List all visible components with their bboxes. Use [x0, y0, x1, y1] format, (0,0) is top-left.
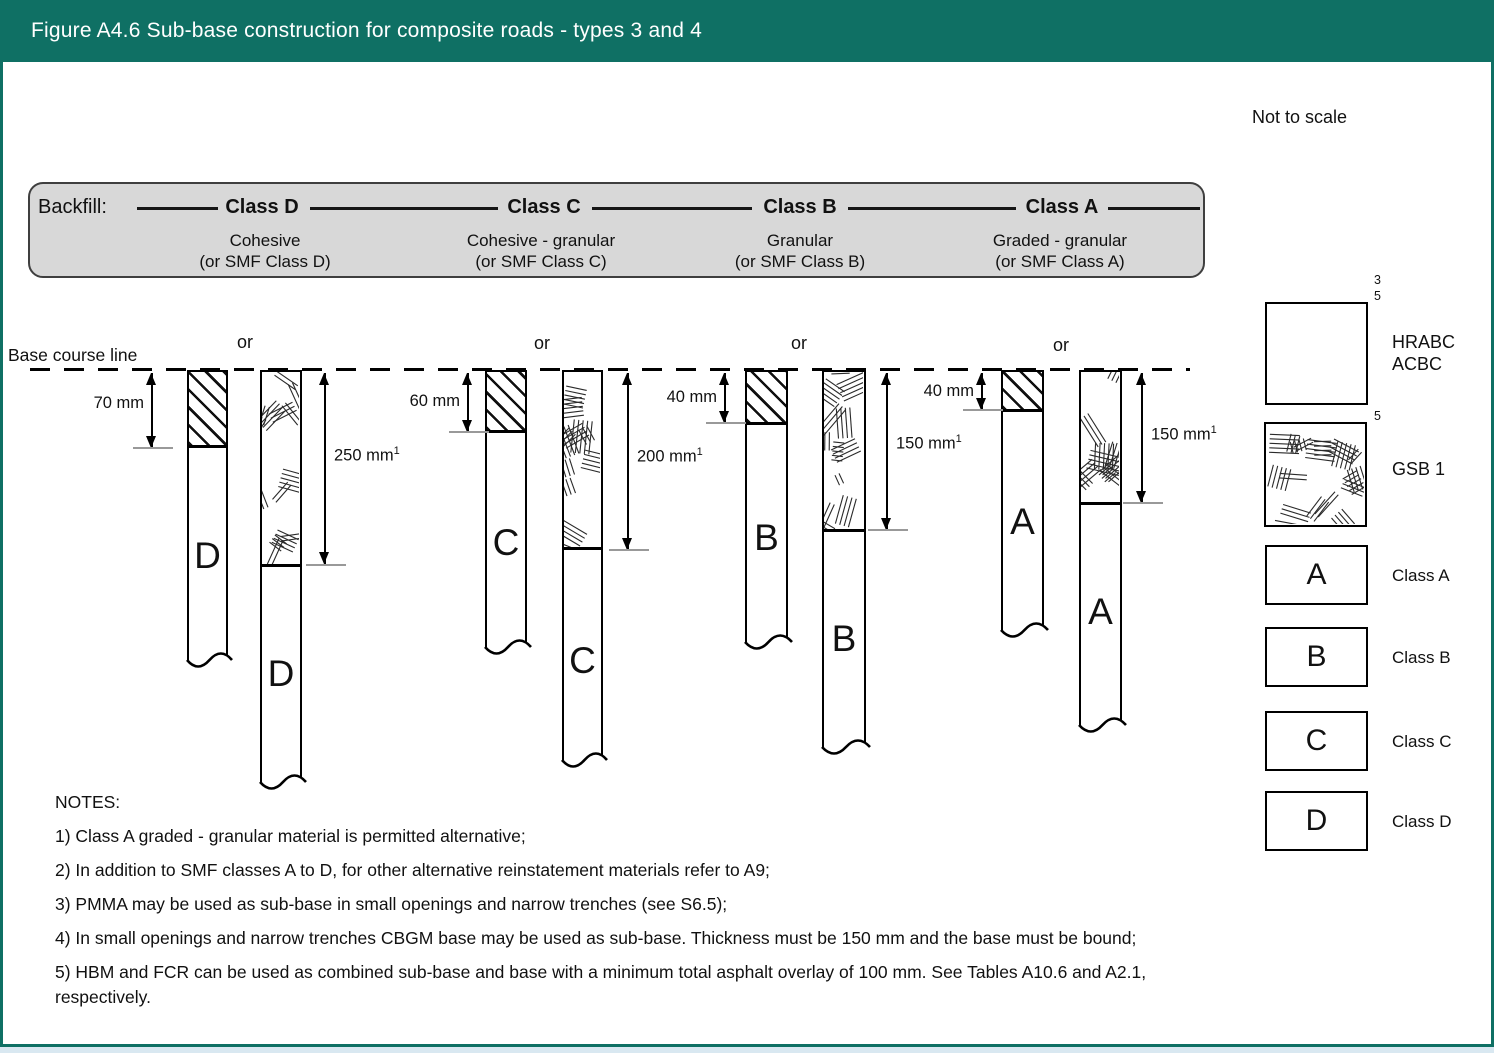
dimension-label: 40 mm [666, 388, 717, 406]
gsb-layer [824, 372, 864, 532]
or-label: or [790, 333, 808, 353]
dimension-arrow [324, 373, 326, 564]
or-label: or [236, 332, 254, 352]
or-label: or [1052, 335, 1070, 355]
trench-class-c-gsb-option [562, 370, 603, 760]
backfill-class-b: Class B [763, 196, 837, 218]
figure-title: Figure A4.6 Sub-base construction for composite roads - types 3 and 4 [31, 19, 702, 42]
legend-class-b-box: B [1265, 627, 1368, 687]
rule-line [848, 207, 1016, 210]
asphalt-layer [189, 372, 226, 448]
notes-heading: NOTES: [55, 792, 121, 812]
rule-line [592, 207, 752, 210]
trench-class-c-asphalt-option [485, 370, 527, 647]
dimension-tick [868, 529, 908, 531]
note-item: 4) In small openings and narrow trenches CBGM base may be used as sub-base. Thickness must be 150 mm and the base must be bound; [55, 928, 1137, 948]
not-to-scale-label: Not to scale [1252, 107, 1348, 127]
legend-hrabc-label: HRABC ACBC [1392, 332, 1456, 374]
dimension-label: 70 mm [93, 394, 144, 412]
asphalt-layer [487, 372, 525, 433]
note-item: 5) HBM and FCR can be used as combined sub-base and base with a minimum total asphalt overlay of 100 mm. See Tables A10.6 and A2.1, respectively. [55, 962, 1147, 1007]
page-edge-strip [0, 1047, 1494, 1053]
trench-class-a-gsb-option [1079, 370, 1122, 725]
backfill-letter: A [1088, 591, 1113, 632]
trench-class-a-asphalt-option [1001, 370, 1044, 630]
gsb-layer [262, 372, 300, 567]
dimension-tick [449, 431, 489, 433]
dimension-arrow [724, 373, 726, 423]
dimension-tick [133, 447, 173, 449]
trench-class-b-gsb-option [822, 370, 866, 747]
note-item: 3) PMMA may be used as sub-base in small openings and narrow trenches (see S6.5); [55, 894, 728, 914]
note-item: 2) In addition to SMF classes A to D, for other alternative reinstatement materials refer to A9; [55, 860, 770, 880]
legend-class-d-box: D [1265, 791, 1368, 851]
dimension-tick [1123, 502, 1163, 504]
legend-class-b-label: Class B [1392, 648, 1451, 667]
dimension-tick [706, 422, 746, 424]
dimension-label: 150 $mm^1$ [1151, 424, 1217, 444]
backfill-desc-c: Cohesive - granular (or SMF Class C) [466, 231, 616, 271]
backfill-class-c: Class C [507, 196, 581, 218]
legend-class-c-label: Class C [1392, 732, 1452, 751]
notes-block [55, 790, 1240, 1019]
backfill-class-d: Class D [225, 196, 299, 218]
note-ref: 5 [1374, 289, 1381, 303]
legend-hrabc-swatch [1265, 302, 1368, 405]
gsb-layer [564, 372, 601, 550]
backfill-class-a: Class A [1025, 196, 1099, 218]
legend-class-a-box: A [1265, 545, 1368, 605]
asphalt-layer [1003, 372, 1042, 412]
backfill-letter: A [1010, 501, 1035, 542]
legend-class-c-box: C [1265, 711, 1368, 771]
dimension-label: 250 $mm^1$ [334, 445, 400, 465]
legend-gsb-label: GSB 1 [1392, 459, 1446, 479]
dimension-label: 200 $mm^1$ [637, 446, 703, 466]
trench-class-b-asphalt-option [745, 370, 788, 642]
dimension-label: 40 mm [923, 382, 974, 400]
backfill-letter: D [267, 653, 295, 694]
dimension-tick [306, 564, 346, 566]
note-ref: 3 [1374, 273, 1381, 287]
dimension-arrow [467, 373, 469, 432]
dimension-label: 60 mm [409, 392, 460, 410]
dimension-label: 150 $mm^1$ [896, 433, 962, 453]
dimension-arrow [151, 373, 153, 448]
backfill-letter: C [492, 522, 520, 563]
legend-gsb-swatch [1264, 422, 1367, 527]
or-label: or [533, 333, 551, 353]
trench-class-d-gsb-option [260, 370, 302, 782]
rule-line [137, 207, 218, 210]
dimension-arrow [886, 373, 888, 530]
backfill-letter: C [569, 640, 596, 681]
dimension-arrow [1141, 373, 1143, 503]
base-course-line-label: Base course line [8, 345, 138, 365]
backfill-desc-d: Cohesive (or SMF Class D) [199, 231, 331, 271]
legend-class-d-label: Class D [1392, 812, 1452, 831]
note-ref: 5 [1374, 409, 1381, 423]
rule-line [310, 207, 498, 210]
rule-line [1108, 207, 1200, 210]
gsb-layer [1081, 372, 1120, 505]
legend-class-a-label: Class A [1392, 566, 1450, 585]
asphalt-layer [747, 372, 786, 425]
backfill-label: Backfill: [38, 196, 107, 218]
note-item: 1) Class A graded - granular material is permitted alternative; [55, 826, 526, 846]
break-line [484, 637, 532, 663]
figure-title-bar [3, 3, 1491, 62]
dimension-arrow [627, 373, 629, 550]
backfill-letter: B [831, 618, 857, 659]
break-line [186, 650, 233, 676]
backfill-letter: D [194, 535, 221, 576]
backfill-letter: B [754, 517, 779, 558]
break-line [561, 750, 608, 776]
backfill-desc-a: Graded - granular (or SMF Class A) [992, 231, 1128, 271]
dimension-arrow [981, 373, 983, 410]
backfill-desc-b: Granular (or SMF Class B) [734, 231, 866, 271]
dimension-tick [963, 409, 1003, 411]
break-line [1078, 715, 1127, 741]
trench-class-d-asphalt-option [187, 370, 228, 660]
break-line [1000, 620, 1049, 646]
dimension-tick [609, 549, 649, 551]
break-line [744, 632, 793, 658]
break-line [821, 737, 871, 763]
